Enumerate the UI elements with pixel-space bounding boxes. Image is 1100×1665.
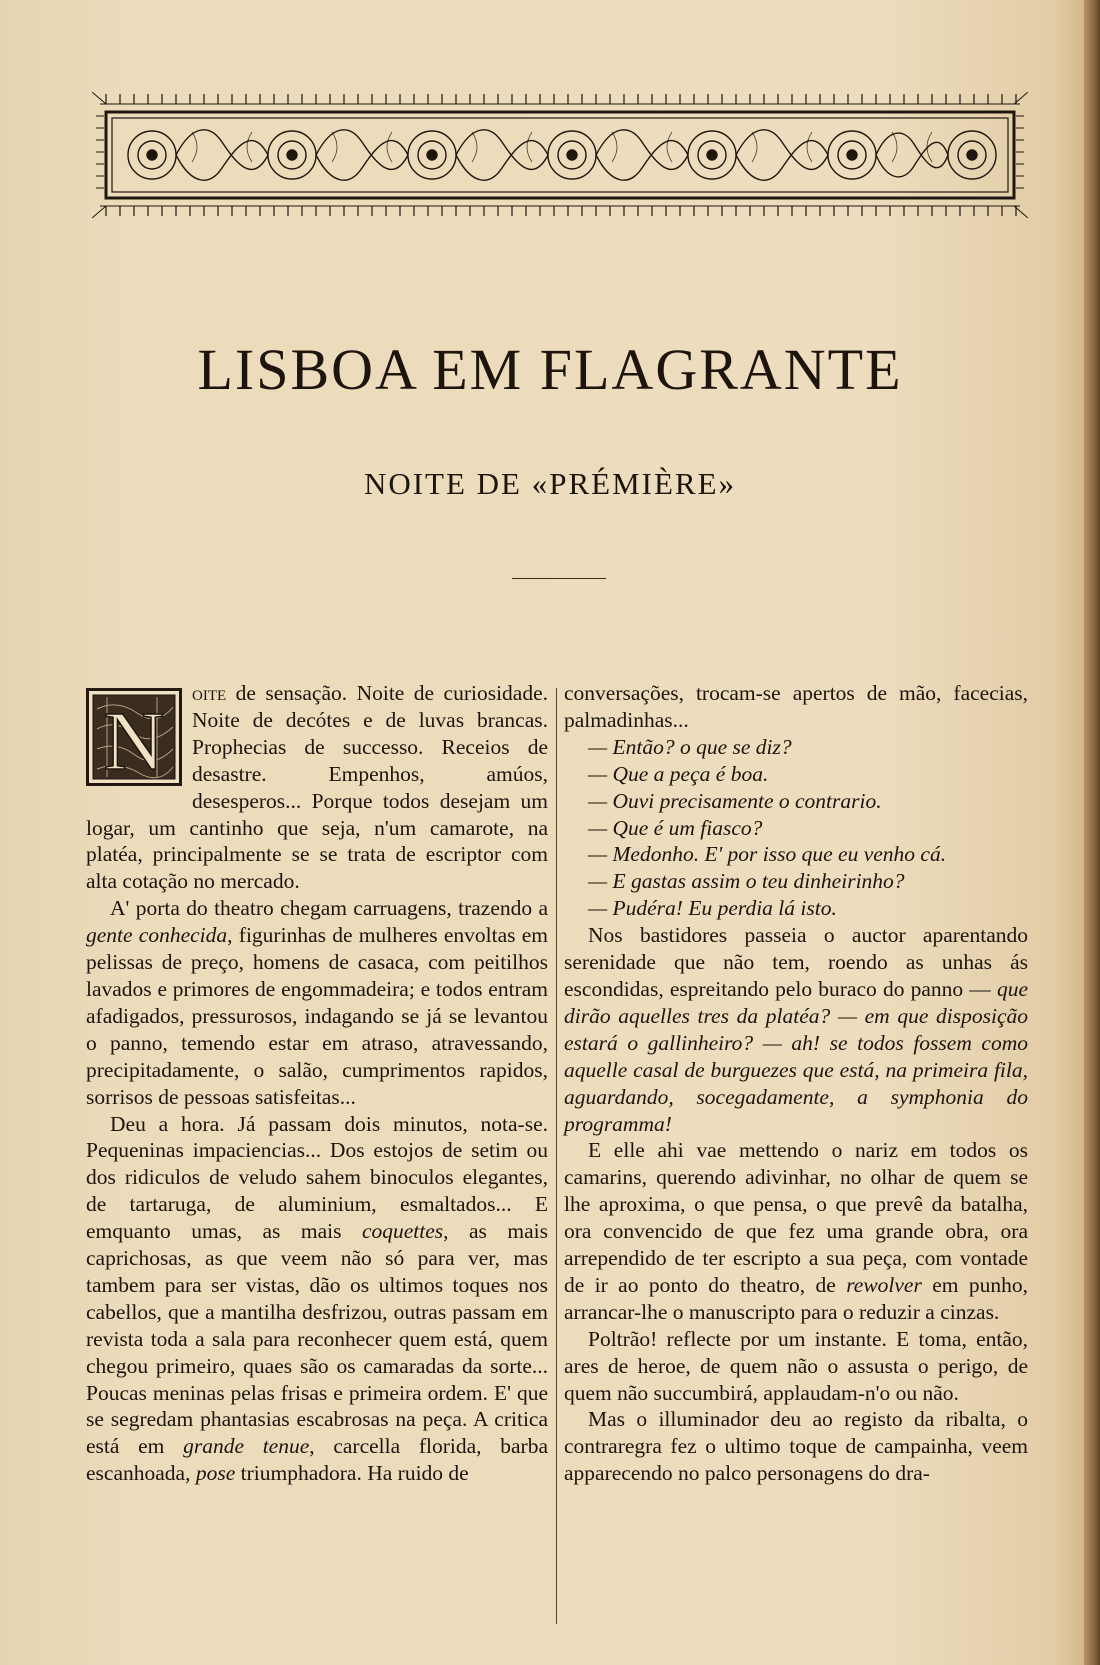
ornamental-header-icon (92, 92, 1028, 218)
article-subtitle: NOITE DE «PRÉMIÈRE» (363, 466, 737, 501)
dropcap-letter: N (103, 695, 165, 786)
paragraph (564, 1137, 1028, 1325)
italic-text: grande tenue (183, 1434, 310, 1459)
dialogue-line: — Medonho. E' por isso que eu venho cá. (588, 842, 947, 867)
paragraph (86, 1111, 548, 1488)
text-run: , as mais caprichosas, as que veem não só para ver, mas tambem para ser vistas, dão os ultimos toques nos cabellos, que a mantilha desfrizou, outras passam em revista toda a sala para reconhecer quem está, quem chegou primeiro, quaes são os camaradas da sorte... Poucas meninas pelas frisas e primeira ordem. E' que se segredam phantasias escabrosas na peça. A critica está em (86, 1219, 548, 1459)
dropcap-n-icon (86, 688, 182, 786)
italic-text: gente conhecida (86, 923, 228, 948)
text-run: Nos bastidores passeia o auctor aparentando serenidade que não tem, roendo as unhas ás escondidas, espreitando pelo buraco do panno — (564, 923, 1028, 1001)
text-run: , figurinhas de mulheres envoltas em pelissas de preço, homens de casaca, com peitilhos lavados e primores de engommadeira; e todos entram afadigados, pressurosos, indagando se já se levantou o panno, temendo estar em atraso, atravessando, precipitadamente, o salão, cumprimentos rapidos, sorrisos de pessoas satisfeitas... (86, 923, 548, 1109)
dialogue-line: — E gastas assim o teu dinheirinho? (588, 869, 905, 894)
paragraph (86, 895, 548, 1110)
paragraph (564, 922, 1028, 1137)
right-column (564, 680, 1028, 1487)
left-column (86, 680, 548, 1487)
text-run: Deu a hora. Já passam dois minutos, nota-se. Pequeninas impaciencias... Dos estojos de setim ou dos ridiculos de veludo sahem binoculos elegantes, de tartaruga, de aluminium, esmaltados... E emquanto umas, as mais (86, 1111, 548, 1244)
text-run: oite (192, 681, 227, 705)
text-run: de sensação. Noite de curiosidade. Noite de decótes e de luvas brancas. Prophecias de successo. Receios de desastre. Empenhos, amúos, desesperos... Porque todos desejam um logar, um cantinho que seja, n'um camarote, na platéa, principalmente se se trata de escriptor com alta cotação no mercado. (86, 681, 548, 894)
paragraph (564, 1406, 1028, 1487)
italic-text: pose (195, 1461, 236, 1486)
article-title: LISBOA EM FLAGRANTE (197, 337, 903, 402)
text-run: , carcella florida, barba escanhoada, (86, 1434, 548, 1486)
text-run: Poltrão! reflecte por um instante. E toma, então, ares de heroe, de quem não o assusta o perigo, de quem não succumbirá, applaudam-n'o ou não. (564, 1326, 1028, 1405)
dialogue-line: — Ouvi precisamente o contrario. (588, 788, 882, 813)
text-run: E elle ahi vae mettendo o nariz em todos os camarins, querendo adivinhar, no olhar de quem se lhe aproxima, o que pensa, o que prevê da batalha, ora convencido de que fez uma grande obra, ora arrependido de ter escripto a sua peça, com vontade de ir ao ponto do theatro, de (564, 1138, 1028, 1297)
paragraph (564, 1326, 1028, 1407)
dialogue-line: — Pudéra! Eu perdia lá isto. (588, 896, 837, 921)
text-run: em punho, arrancar-lhe o manuscripto para o reduzir a cinzas. (564, 1272, 1028, 1324)
column-divider (556, 688, 557, 1624)
text-run: triumphadora. Ha ruido de (235, 1461, 469, 1486)
italic-text: que dirão aquelles tres da platéa? — em que disposição estará o gallinheiro? — ah! se todos fossem como aquelle casal de burguezes que está, na primeira fila, aguardando, socegadamente, a symphonia do programma! (564, 976, 1028, 1136)
title-divider (512, 578, 606, 579)
dialogue-line: — Então? o que se diz? (588, 734, 792, 759)
dialogue-line: — Que a peça é boa. (588, 761, 769, 786)
dialogue-line: — Que é um fiasco? (588, 815, 763, 840)
right-intro: conversações, trocam-se apertos de mão, facecias, palmadinhas... (564, 681, 1028, 732)
italic-text: coquettes (361, 1219, 444, 1244)
page-edge (1084, 0, 1100, 1665)
text-run: A' porta do theatro chegam carruagens, trazendo a (110, 896, 548, 921)
italic-text: rewolver (846, 1272, 922, 1297)
text-run: Mas o illuminador deu ao registo da ribalta, o contraregra fez o ultimo toque de campainha, veem apparecendo no palco personagens do dra- (564, 1407, 1028, 1486)
